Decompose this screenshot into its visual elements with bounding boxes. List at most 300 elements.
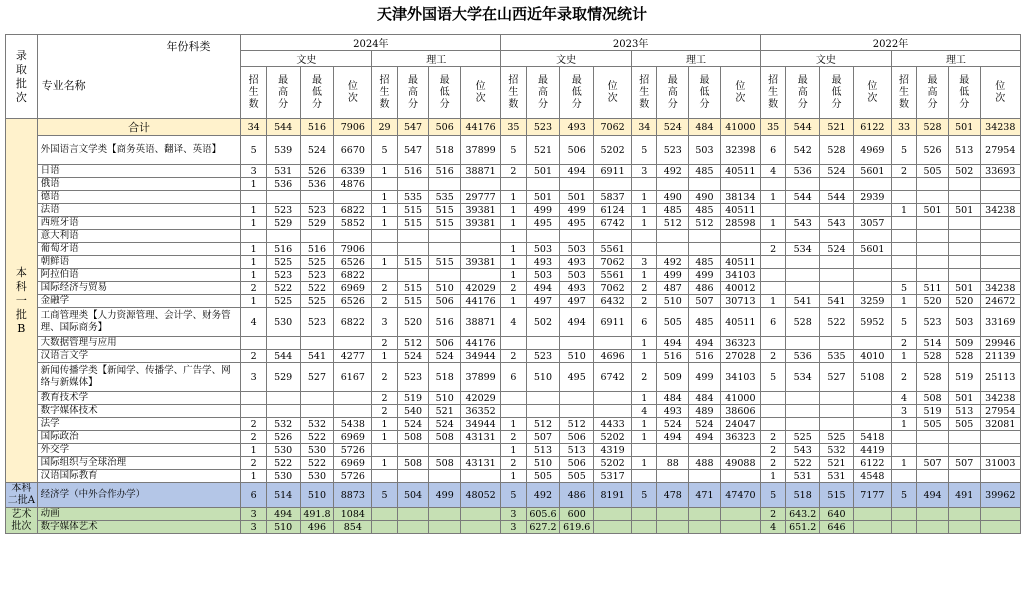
table-row: [6, 230, 1021, 243]
value-cell: [632, 508, 657, 521]
value-cell: 34: [241, 119, 266, 136]
value-cell: 646: [820, 521, 854, 534]
value-cell: [241, 337, 266, 350]
year-header: 2022年: [760, 35, 1020, 51]
value-cell: [980, 217, 1020, 230]
column-header: 最 低 分: [948, 67, 980, 119]
value-cell: 510: [429, 392, 461, 405]
value-cell: [820, 178, 854, 191]
value-cell: 6: [241, 483, 266, 508]
value-cell: [760, 230, 785, 243]
value-cell: [334, 230, 372, 243]
value-cell: 547: [397, 119, 429, 136]
table-body: [6, 119, 1021, 534]
value-cell: 31003: [980, 457, 1020, 470]
value-cell: 510: [526, 363, 560, 392]
value-cell: [429, 178, 461, 191]
value-cell: 44176: [461, 337, 501, 350]
column-header: 最 低 分: [820, 67, 854, 119]
value-cell: 5: [891, 483, 916, 508]
value-cell: 5952: [853, 308, 891, 337]
value-cell: 1: [372, 165, 397, 178]
value-cell: 524: [657, 418, 689, 431]
value-cell: 524: [397, 350, 429, 363]
value-cell: 1084: [334, 508, 372, 521]
value-cell: 494: [526, 282, 560, 295]
value-cell: [948, 444, 980, 457]
major-name: 汉语言文学: [37, 350, 241, 363]
value-cell: 1: [372, 256, 397, 269]
value-cell: 34238: [980, 392, 1020, 405]
value-cell: [372, 508, 397, 521]
value-cell: 1: [372, 217, 397, 230]
value-cell: 509: [948, 337, 980, 350]
value-cell: 530: [266, 444, 300, 457]
value-cell: 523: [300, 269, 334, 282]
major-label: 专业名称: [41, 79, 86, 92]
column-header: 最 高 分: [657, 67, 689, 119]
value-cell: 7062: [594, 282, 632, 295]
column-header: 最 低 分: [300, 67, 334, 119]
value-cell: 39962: [980, 483, 1020, 508]
value-cell: 3: [501, 508, 526, 521]
value-cell: [526, 230, 560, 243]
value-cell: 523: [526, 119, 560, 136]
value-cell: 1: [241, 217, 266, 230]
value-cell: 494: [560, 308, 594, 337]
value-cell: 523: [657, 136, 689, 165]
value-cell: 34103: [720, 363, 760, 392]
value-cell: 41000: [720, 119, 760, 136]
value-cell: [397, 230, 429, 243]
value-cell: 2: [760, 508, 785, 521]
value-cell: 21139: [980, 350, 1020, 363]
value-cell: 1: [501, 243, 526, 256]
major-name: 外交学: [37, 444, 241, 457]
value-cell: 524: [429, 418, 461, 431]
value-cell: 494: [917, 483, 949, 508]
value-cell: 4696: [594, 350, 632, 363]
value-cell: 4: [760, 165, 785, 178]
value-cell: 541: [786, 295, 820, 308]
value-cell: [241, 392, 266, 405]
value-cell: [657, 521, 689, 534]
value-cell: [980, 431, 1020, 444]
value-cell: 524: [397, 418, 429, 431]
table-row: [6, 457, 1021, 470]
value-cell: 643.2: [786, 508, 820, 521]
value-cell: 547: [397, 136, 429, 165]
value-cell: [461, 521, 501, 534]
value-cell: 513: [948, 405, 980, 418]
value-cell: 6: [632, 308, 657, 337]
value-cell: 531: [266, 165, 300, 178]
column-header: 最 高 分: [786, 67, 820, 119]
value-cell: [786, 392, 820, 405]
value-cell: 521: [429, 405, 461, 418]
value-cell: 521: [820, 119, 854, 136]
total-row: [6, 119, 1021, 136]
value-cell: [853, 508, 891, 521]
value-cell: [657, 230, 689, 243]
value-cell: [397, 269, 429, 282]
value-cell: 88: [657, 457, 689, 470]
value-cell: [980, 243, 1020, 256]
value-cell: [461, 230, 501, 243]
year-header: 2024年: [241, 35, 501, 51]
value-cell: 520: [948, 295, 980, 308]
value-cell: 471: [689, 483, 721, 508]
value-cell: [720, 508, 760, 521]
value-cell: 510: [266, 521, 300, 534]
value-cell: [632, 243, 657, 256]
value-cell: [760, 178, 785, 191]
value-cell: [689, 508, 721, 521]
value-cell: [720, 243, 760, 256]
value-cell: 40511: [720, 165, 760, 178]
value-cell: [300, 392, 334, 405]
value-cell: 2: [241, 418, 266, 431]
value-cell: 526: [917, 136, 949, 165]
value-cell: 518: [429, 136, 461, 165]
value-cell: 485: [689, 204, 721, 217]
column-header: 最 高 分: [917, 67, 949, 119]
value-cell: 4: [760, 521, 785, 534]
column-header: 招 生 数: [760, 67, 785, 119]
value-cell: 34: [632, 119, 657, 136]
value-cell: 1: [632, 337, 657, 350]
value-cell: [853, 521, 891, 534]
value-cell: [917, 191, 949, 204]
value-cell: 512: [526, 418, 560, 431]
value-cell: [820, 405, 854, 418]
value-cell: 6: [501, 363, 526, 392]
value-cell: 2: [632, 282, 657, 295]
value-cell: 27028: [720, 350, 760, 363]
value-cell: [461, 444, 501, 457]
value-cell: 6122: [853, 119, 891, 136]
value-cell: 5418: [853, 431, 891, 444]
value-cell: [980, 508, 1020, 521]
value-cell: 502: [526, 308, 560, 337]
value-cell: 37899: [461, 363, 501, 392]
value-cell: 504: [397, 483, 429, 508]
column-header: 位 次: [853, 67, 891, 119]
value-cell: [594, 392, 632, 405]
value-cell: [917, 444, 949, 457]
value-cell: [334, 405, 372, 418]
value-cell: 6167: [334, 363, 372, 392]
value-cell: [948, 470, 980, 483]
value-cell: 47470: [720, 483, 760, 508]
major-name: 德语: [37, 191, 241, 204]
value-cell: 2: [632, 295, 657, 308]
value-cell: 530: [300, 444, 334, 457]
value-cell: 512: [689, 217, 721, 230]
value-cell: 2: [760, 444, 785, 457]
value-cell: [300, 337, 334, 350]
value-cell: [429, 269, 461, 282]
value-cell: 5561: [594, 269, 632, 282]
value-cell: 510: [300, 483, 334, 508]
value-cell: [526, 392, 560, 405]
value-cell: 506: [429, 295, 461, 308]
value-cell: [948, 508, 980, 521]
value-cell: 525: [820, 431, 854, 444]
value-cell: [760, 392, 785, 405]
value-cell: [786, 204, 820, 217]
value-cell: 600: [560, 508, 594, 521]
value-cell: 521: [820, 457, 854, 470]
value-cell: 7906: [334, 119, 372, 136]
value-cell: 508: [429, 431, 461, 444]
value-cell: [560, 178, 594, 191]
value-cell: 520: [397, 308, 429, 337]
value-cell: 34944: [461, 418, 501, 431]
value-cell: [853, 230, 891, 243]
value-cell: 605.6: [526, 508, 560, 521]
value-cell: 1: [241, 295, 266, 308]
value-cell: [948, 230, 980, 243]
value-cell: 486: [560, 483, 594, 508]
value-cell: [461, 269, 501, 282]
value-cell: [501, 392, 526, 405]
value-cell: [820, 230, 854, 243]
value-cell: 544: [786, 119, 820, 136]
value-cell: 627.2: [526, 521, 560, 534]
value-cell: 512: [397, 337, 429, 350]
value-cell: [853, 256, 891, 269]
value-cell: 2: [241, 282, 266, 295]
value-cell: [786, 178, 820, 191]
value-cell: 528: [917, 119, 949, 136]
value-cell: 536: [300, 178, 334, 191]
value-cell: 496: [300, 521, 334, 534]
value-cell: 43131: [461, 431, 501, 444]
batch-header: 录 取 批 次: [6, 35, 38, 119]
value-cell: 527: [300, 363, 334, 392]
major-name: 法语: [37, 204, 241, 217]
value-cell: 543: [786, 217, 820, 230]
value-cell: [720, 178, 760, 191]
value-cell: [760, 418, 785, 431]
value-cell: [917, 230, 949, 243]
value-cell: 505: [657, 308, 689, 337]
value-cell: 536: [786, 350, 820, 363]
value-cell: [980, 256, 1020, 269]
value-cell: [300, 191, 334, 204]
value-cell: [300, 230, 334, 243]
value-cell: 5: [372, 136, 397, 165]
column-header: 位 次: [461, 67, 501, 119]
value-cell: 523: [300, 308, 334, 337]
value-cell: 1: [241, 178, 266, 191]
column-header: 位 次: [594, 67, 632, 119]
table-row: [6, 282, 1021, 295]
category-label: 年份科类: [166, 40, 211, 53]
value-cell: 6822: [334, 269, 372, 282]
value-cell: [820, 392, 854, 405]
value-cell: 4: [501, 308, 526, 337]
value-cell: [760, 256, 785, 269]
value-cell: 38871: [461, 308, 501, 337]
value-cell: [461, 243, 501, 256]
value-cell: 3057: [853, 217, 891, 230]
value-cell: 503: [526, 243, 560, 256]
value-cell: 513: [526, 444, 560, 457]
value-cell: 2: [372, 337, 397, 350]
value-cell: 516: [266, 243, 300, 256]
value-cell: 1: [632, 392, 657, 405]
value-cell: [891, 521, 916, 534]
value-cell: 523: [300, 204, 334, 217]
value-cell: 1: [501, 191, 526, 204]
value-cell: 526: [300, 165, 334, 178]
value-cell: 525: [266, 256, 300, 269]
value-cell: [241, 405, 266, 418]
value-cell: 501: [917, 204, 949, 217]
value-cell: 524: [820, 165, 854, 178]
value-cell: 38871: [461, 165, 501, 178]
value-cell: [689, 178, 721, 191]
value-cell: [632, 178, 657, 191]
total-label: 合计: [37, 119, 241, 136]
value-cell: [429, 470, 461, 483]
value-cell: 484: [689, 119, 721, 136]
major-name: 国际经济与贸易: [37, 282, 241, 295]
value-cell: 4319: [594, 444, 632, 457]
value-cell: [657, 508, 689, 521]
value-cell: [853, 204, 891, 217]
value-cell: 507: [526, 431, 560, 444]
value-cell: 503: [560, 269, 594, 282]
value-cell: 513: [560, 444, 594, 457]
value-cell: 2: [241, 431, 266, 444]
value-cell: [891, 508, 916, 521]
table-row: [6, 470, 1021, 483]
value-cell: 528: [948, 350, 980, 363]
value-cell: [657, 178, 689, 191]
major-name: 国际政治: [37, 431, 241, 444]
value-cell: 5202: [594, 136, 632, 165]
value-cell: 43131: [461, 457, 501, 470]
value-cell: 1: [632, 418, 657, 431]
value-cell: [948, 217, 980, 230]
value-cell: 525: [300, 295, 334, 308]
value-cell: [501, 337, 526, 350]
value-cell: [980, 178, 1020, 191]
value-cell: 485: [689, 256, 721, 269]
value-cell: 507: [689, 295, 721, 308]
table-row: [6, 191, 1021, 204]
value-cell: [397, 444, 429, 457]
value-cell: 515: [397, 295, 429, 308]
value-cell: [560, 392, 594, 405]
value-cell: 515: [429, 204, 461, 217]
value-cell: 525: [300, 256, 334, 269]
value-cell: [429, 444, 461, 457]
value-cell: [820, 204, 854, 217]
page-title: 天津外国语大学在山西近年录取情况统计: [376, 5, 647, 23]
major-name: 朝鲜语: [37, 256, 241, 269]
value-cell: 489: [689, 405, 721, 418]
major-name: 新闻传播学类【新闻学、传播学、广告学、网络与新媒体】: [37, 363, 241, 392]
value-cell: 497: [560, 295, 594, 308]
value-cell: 493: [526, 256, 560, 269]
value-cell: 522: [300, 282, 334, 295]
value-cell: 1: [501, 470, 526, 483]
value-cell: 502: [948, 165, 980, 178]
value-cell: 5317: [594, 470, 632, 483]
value-cell: 1: [501, 217, 526, 230]
value-cell: 2: [632, 363, 657, 392]
value-cell: [891, 230, 916, 243]
value-cell: 5108: [853, 363, 891, 392]
value-cell: 516: [657, 350, 689, 363]
value-cell: [594, 405, 632, 418]
value-cell: [917, 269, 949, 282]
value-cell: 5: [501, 483, 526, 508]
column-header: 最 低 分: [689, 67, 721, 119]
major-name: 日语: [37, 165, 241, 178]
value-cell: 530: [266, 470, 300, 483]
value-cell: 2: [372, 295, 397, 308]
value-cell: 5: [241, 136, 266, 165]
value-cell: 34238: [980, 204, 1020, 217]
value-cell: [853, 337, 891, 350]
value-cell: 7062: [594, 119, 632, 136]
value-cell: 28598: [720, 217, 760, 230]
value-cell: 1: [241, 269, 266, 282]
value-cell: 24047: [720, 418, 760, 431]
value-cell: 523: [266, 204, 300, 217]
value-cell: 501: [948, 282, 980, 295]
value-cell: [948, 243, 980, 256]
value-cell: 36323: [720, 431, 760, 444]
major-name: 俄语: [37, 178, 241, 191]
value-cell: 36323: [720, 337, 760, 350]
value-cell: 501: [526, 191, 560, 204]
value-cell: 1: [760, 217, 785, 230]
value-cell: 515: [397, 217, 429, 230]
value-cell: 38134: [720, 191, 760, 204]
value-cell: 5: [632, 483, 657, 508]
value-cell: 524: [689, 418, 721, 431]
value-cell: 2: [501, 457, 526, 470]
value-cell: 495: [560, 363, 594, 392]
value-cell: 1: [241, 470, 266, 483]
value-cell: 499: [429, 483, 461, 508]
table-row: [6, 204, 1021, 217]
value-cell: 1: [891, 204, 916, 217]
value-cell: 544: [266, 119, 300, 136]
value-cell: 4: [241, 308, 266, 337]
value-cell: 495: [526, 217, 560, 230]
value-cell: 522: [820, 308, 854, 337]
value-cell: 5: [372, 483, 397, 508]
value-cell: [917, 256, 949, 269]
value-cell: [397, 178, 429, 191]
value-cell: 1: [632, 269, 657, 282]
value-cell: [657, 444, 689, 457]
value-cell: 7177: [853, 483, 891, 508]
value-cell: 493: [560, 256, 594, 269]
value-cell: 497: [526, 295, 560, 308]
value-cell: 516: [429, 165, 461, 178]
value-cell: 2: [760, 350, 785, 363]
value-cell: 507: [948, 457, 980, 470]
value-cell: 4010: [853, 350, 891, 363]
